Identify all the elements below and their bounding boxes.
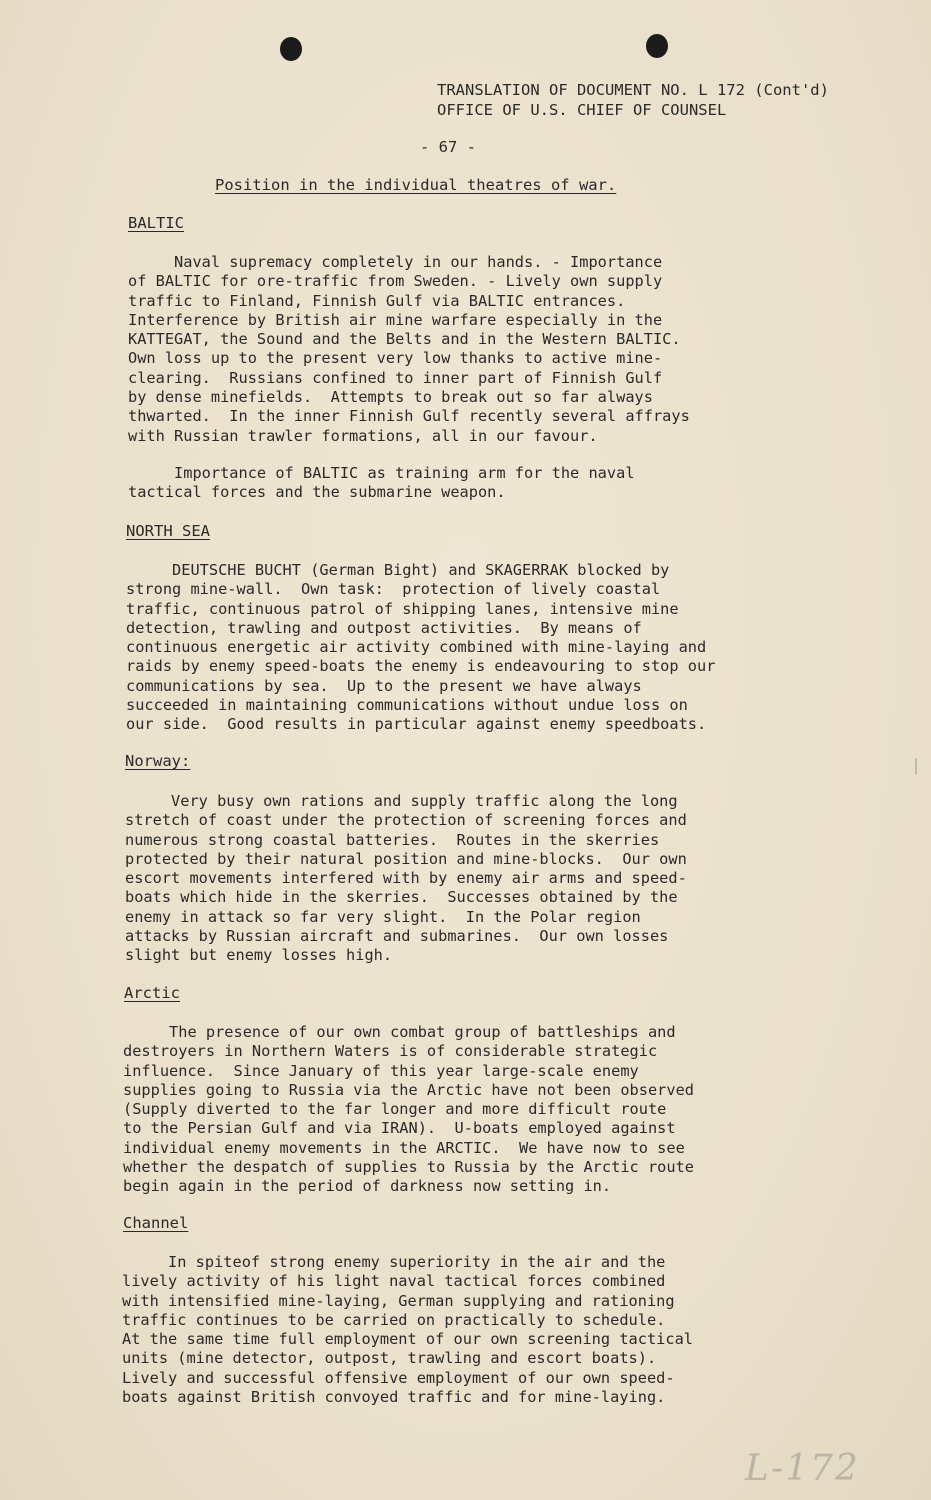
section-heading-baltic: BALTIC (128, 214, 184, 232)
page-title: Position in the individual theatres of war. (215, 176, 617, 194)
section-heading-channel: Channel (123, 1214, 189, 1232)
section-heading-north-sea: NORTH SEA (126, 522, 210, 540)
paragraph-north-sea: DEUTSCHE BUCHT (German Bight) and SKAGERRAK blocked by strong mine-wall. Own task: protection of lively coastal traffic, continuous patrol of shipping lanes, intensive mine detection, trawling and outpost activities. By means of continuous energetic air activity combined with mine-laying and raids by enemy speed-boats the enemy is endeavouring to stop our communications by sea. Up to the present we have always succeeded in maintaining communications without undue loss on our side. Good results in particular against enemy speedboats. (126, 561, 716, 734)
paragraph-arctic: The presence of our own combat group of battleships and destroyers in Northern Waters is of considerable strategic influence. Since January of this year large-scale enemy supplies going to Russia via the Arctic have not been observed (Supply diverted to the far longer and more difficult route to the Persian Gulf and via IRAN). U-boats employed against individual enemy movements in the ARCTIC. We have now to see whether the despatch of supplies to Russia by the Arctic route begin again in the period of darkness now setting in. (123, 1023, 694, 1196)
punch-hole-right (646, 34, 668, 58)
paragraph-channel: In spiteof strong enemy superiority in the air and the lively activity of his light naval tactical forces combined with intensified mine-laying, German supplying and rationing traffic continues to be carried on practically to schedule. At the same time full employment of our own screening tactical units (mine detector, outpost, trawling and escort boats). Lively and successful offensive employment of our own speed- boats against British convoyed traffic and for mine-laying. (122, 1253, 693, 1407)
punch-hole-left (280, 37, 302, 61)
page-number: - 67 - (420, 138, 476, 156)
margin-mark (915, 758, 917, 774)
section-heading-arctic: Arctic (124, 984, 180, 1002)
section-heading-norway: Norway: (125, 752, 191, 770)
header-line-1: TRANSLATION OF DOCUMENT NO. L 172 (Cont'd) (437, 81, 829, 99)
paragraph-baltic-2: Importance of BALTIC as training arm for the naval tactical forces and the submarine weapon. (128, 464, 635, 502)
paragraph-norway: Very busy own rations and supply traffic along the long stretch of coast under the protection of screening forces and numerous strong coastal batteries. Routes in the skerries protected by their natural position and mine-blocks. Our own escort movements interfered with by enemy air arms and speed- boats which hide in the skerries. Successes obtained by the enemy in attack so far very slight. In the Polar region attacks by Russian aircraft and submarines. Our own losses slight but enemy losses high. (125, 792, 687, 965)
header-line-2: OFFICE OF U.S. CHIEF OF COUNSEL (437, 101, 727, 119)
paragraph-baltic-1: Naval supremacy completely in our hands. - Importance of BALTIC for ore-traffic from Sweden. - Lively own supply traffic to Finland, Finnish Gulf via BALTIC entrances. Interference by British air mine warfare especially in the KATTEGAT, the Sound and the Belts and in the Western BALTIC. Own loss up to the present very low thanks to active mine- clearing. Russians confined to inner part of Finnish Gulf by dense minefields. Attempts to break out so far always thwarted. In the inner Finnish Gulf recently several affrays with Russian trawler formations, all in our favour. (128, 253, 690, 445)
handwritten-document-mark: L-172 (745, 1448, 860, 1489)
document-header (437, 80, 829, 120)
